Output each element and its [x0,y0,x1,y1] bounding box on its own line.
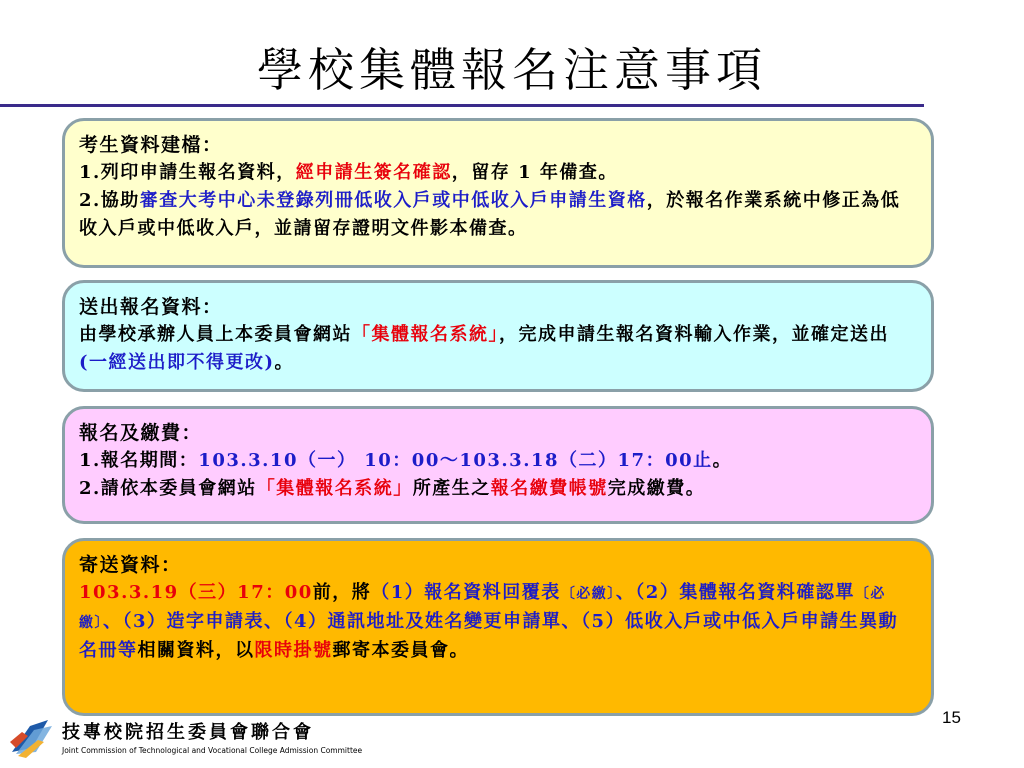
line-number: 1. [79,162,101,183]
registration-payment-box [62,406,934,524]
required-note: 〔必繳〕 [560,586,616,602]
line-text: 列印申請生報名資料， [100,162,296,183]
required-note: 〔必繳〕 [79,586,886,631]
line-number: 1. [79,450,101,471]
org-name-cn: 技專校院招生委員會聯合會 [62,722,314,743]
box-heading: 寄送資料： [79,554,182,576]
org-name-en: Joint Commission of Technological and Vocational College Admission Committee [62,746,363,755]
box-line [79,159,915,187]
line-number: 2. [79,190,101,211]
box-line [79,475,915,503]
blue-emphasis: 103.3.10（一） 10：00～103.3.18（二）17：00止 [198,450,713,471]
line-text: 報名期間： [100,450,199,471]
blue-emphasis: 、（3）造字申請表、（4）通訊地址及姓名變更申請單、（5）低收入戶或中低入戶申請生異動名冊等 [79,611,899,661]
blue-emphasis: 、（2）集體報名資料確認單 [615,582,855,603]
student-data-box [62,118,934,268]
footer-org [62,718,362,755]
box-line [79,579,915,665]
red-emphasis: 「集體報名系統」 [256,478,413,499]
red-emphasis: 報名繳費帳號 [490,478,608,499]
page-title: 學校集體報名注意事項 [257,43,767,97]
blue-emphasis: (一經送出即不得更改) [79,352,275,373]
red-emphasis: 經申請生簽名確認 [295,162,452,183]
line-text: 由學校承辦人員上本委員會網站 [79,324,352,345]
blue-emphasis: （1）報名資料回覆表 [371,582,561,603]
line-text: 郵寄本委員會。 [332,640,469,661]
box-heading: 報名及繳費： [79,422,203,444]
title-divider [0,104,924,107]
line-text: ，於報名作業系統中修正為低收入戶或中低收入戶，並請留存證明文件影本備查。 [79,190,901,239]
red-emphasis: 「集體報名系統」 [352,324,499,345]
line-text: 前，將 [312,582,372,603]
line-text: 完成繳費。 [607,478,706,499]
box-line [79,447,915,475]
box-heading: 送出報名資料： [79,296,223,318]
org-logo-icon [8,712,56,760]
page-number: 15 [942,708,961,727]
red-emphasis: 限時掛號 [254,640,333,661]
line-text: ，留存 1 年備查。 [451,162,618,183]
blue-emphasis: 審查大考中心未登錄列冊低收入戶或中低收入戶申請生資格 [139,190,647,211]
line-text: 所產生之 [412,478,491,499]
submit-data-box [62,280,934,392]
box-line [79,321,915,377]
line-number: 2. [79,478,101,499]
line-text: ，完成申請生報名資料輸入作業，並確定送出 [499,324,889,345]
box-heading: 考生資料建檔： [79,134,223,156]
line-text: 相關資料，以 [137,640,255,661]
red-emphasis: 103.3.19（三）17：00 [79,582,313,603]
mail-documents-box [62,538,934,716]
line-text: 協助 [100,190,140,211]
line-text: 。 [274,352,295,373]
box-line [79,187,915,243]
line-text: 請依本委員會網站 [100,478,257,499]
line-text: 。 [712,450,733,471]
